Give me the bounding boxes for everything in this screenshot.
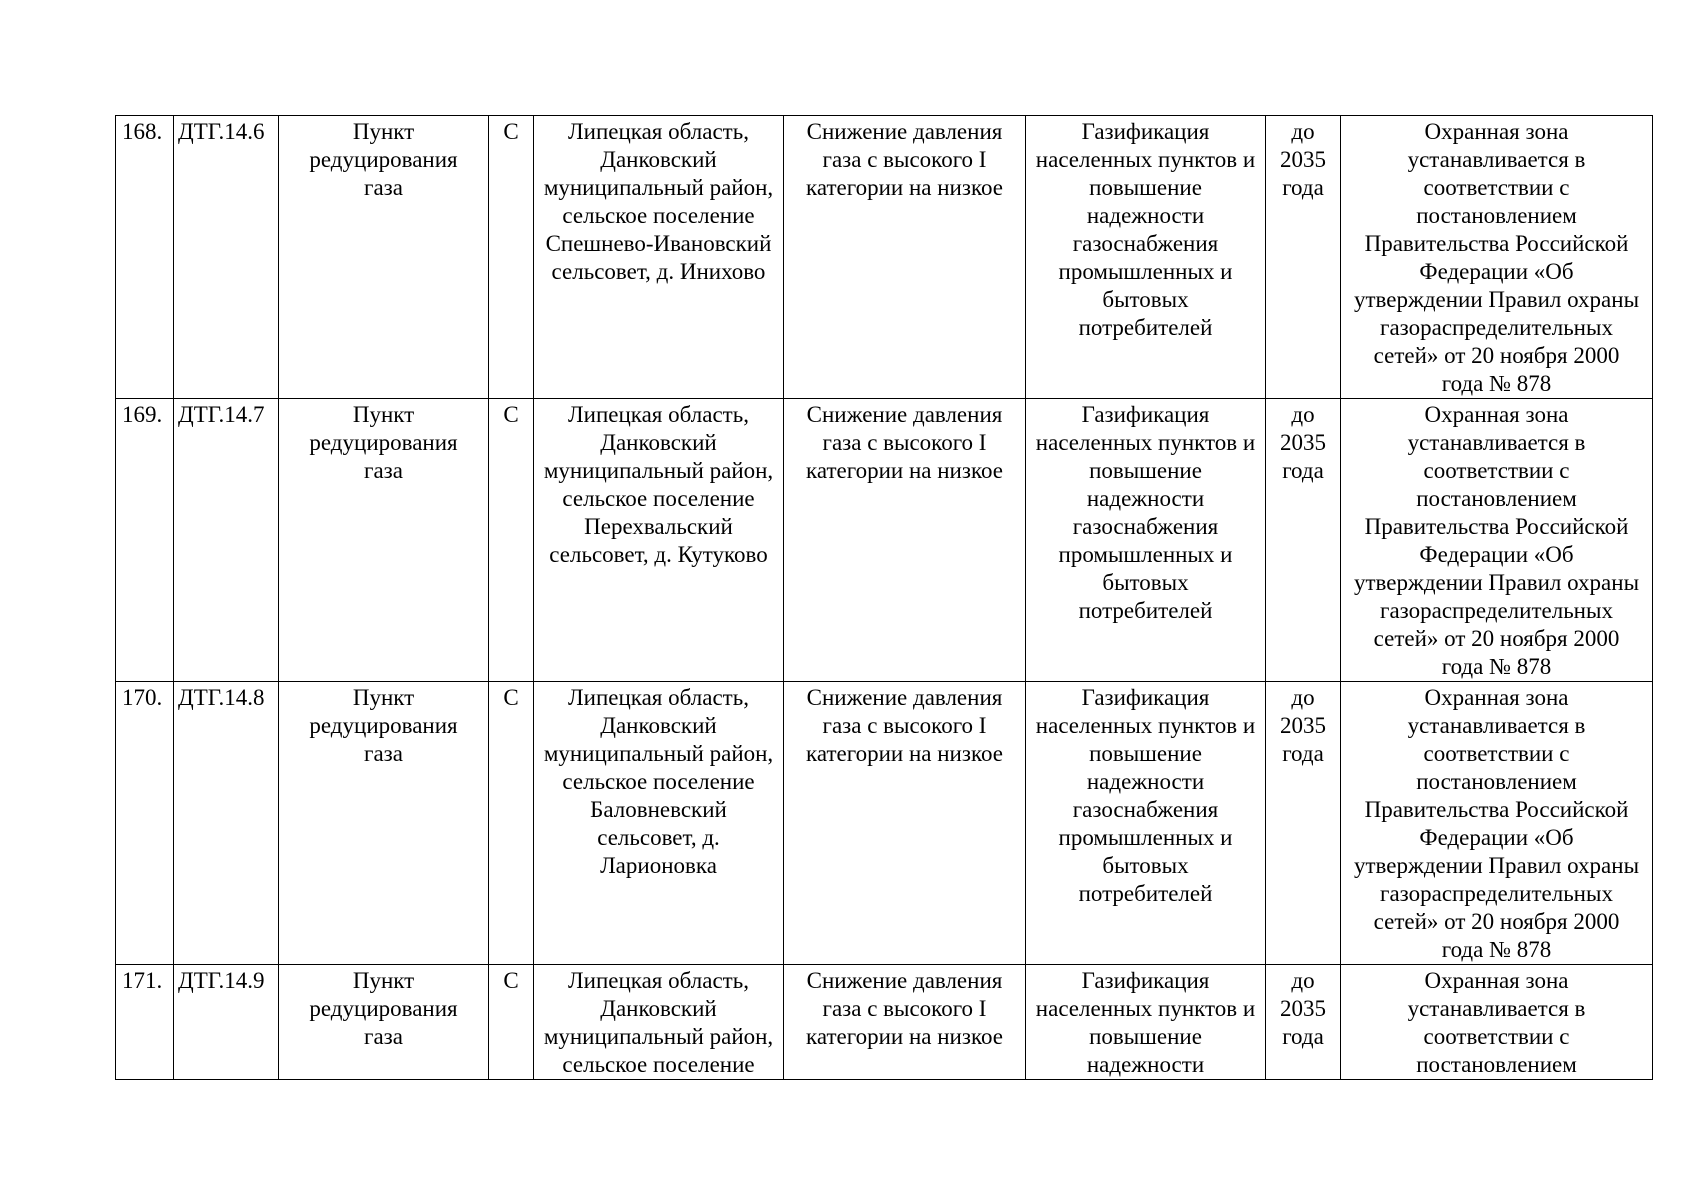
object-deadline: до 2035 года	[1266, 965, 1341, 1080]
object-characteristics: Снижение давления газа с высокого I категории на низкое	[784, 116, 1026, 399]
objects-table	[115, 115, 1653, 1080]
object-name: Пункт редуцирования газа	[279, 965, 489, 1080]
object-status: С	[489, 399, 534, 682]
object-status: С	[489, 965, 534, 1080]
object-name: Пункт редуцирования газа	[279, 399, 489, 682]
object-location: Липецкая область, Данковский муниципальный район, сельское поселение Перехвальский сельсовет, д. Кутуково	[534, 399, 784, 682]
object-name: Пункт редуцирования газа	[279, 116, 489, 399]
object-protection-zone: Охранная зона устанавливается в соответствии с постановлением Правительства Российской Федерации «Об утверждении Правил охраны газораспределительных сетей» от 20 ноября 2000 года № 878	[1341, 399, 1653, 682]
table-row	[116, 399, 1653, 682]
object-code: ДТГ.14.7	[174, 399, 279, 682]
row-number: 171.	[116, 965, 174, 1080]
object-location: Липецкая область, Данковский муниципальный район, сельское поселение	[534, 965, 784, 1080]
object-status: С	[489, 116, 534, 399]
object-code: ДТГ.14.9	[174, 965, 279, 1080]
object-location: Липецкая область, Данковский муниципальный район, сельское поселение Спешнево-Ивановский сельсовет, д. Инихово	[534, 116, 784, 399]
object-status: С	[489, 682, 534, 965]
object-purpose: Газификация населенных пунктов и повышение надежности газоснабжения промышленных и бытовых потребителей	[1026, 116, 1266, 399]
row-number: 168.	[116, 116, 174, 399]
object-code: ДТГ.14.8	[174, 682, 279, 965]
object-location: Липецкая область, Данковский муниципальный район, сельское поселение Баловневский сельсовет, д. Ларионовка	[534, 682, 784, 965]
object-protection-zone: Охранная зона устанавливается в соответствии с постановлением Правительства Российской Федерации «Об утверждении Правил охраны газораспределительных сетей» от 20 ноября 2000 года № 878	[1341, 682, 1653, 965]
object-characteristics: Снижение давления газа с высокого I категории на низкое	[784, 965, 1026, 1080]
object-purpose: Газификация населенных пунктов и повышение надежности газоснабжения промышленных и бытовых потребителей	[1026, 682, 1266, 965]
table-row	[116, 682, 1653, 965]
table-row	[116, 965, 1653, 1080]
object-protection-zone: Охранная зона устанавливается в соответствии с постановлением	[1341, 965, 1653, 1080]
object-characteristics: Снижение давления газа с высокого I категории на низкое	[784, 399, 1026, 682]
object-characteristics: Снижение давления газа с высокого I категории на низкое	[784, 682, 1026, 965]
object-purpose: Газификация населенных пунктов и повышение надежности газоснабжения промышленных и бытовых потребителей	[1026, 399, 1266, 682]
row-number: 170.	[116, 682, 174, 965]
object-deadline: до 2035 года	[1266, 682, 1341, 965]
object-deadline: до 2035 года	[1266, 116, 1341, 399]
row-number: 169.	[116, 399, 174, 682]
object-deadline: до 2035 года	[1266, 399, 1341, 682]
object-name: Пункт редуцирования газа	[279, 682, 489, 965]
object-purpose: Газификация населенных пунктов и повышение надежности	[1026, 965, 1266, 1080]
object-code: ДТГ.14.6	[174, 116, 279, 399]
object-protection-zone: Охранная зона устанавливается в соответствии с постановлением Правительства Российской Федерации «Об утверждении Правил охраны газораспределительных сетей» от 20 ноября 2000 года № 878	[1341, 116, 1653, 399]
table-row	[116, 116, 1653, 399]
